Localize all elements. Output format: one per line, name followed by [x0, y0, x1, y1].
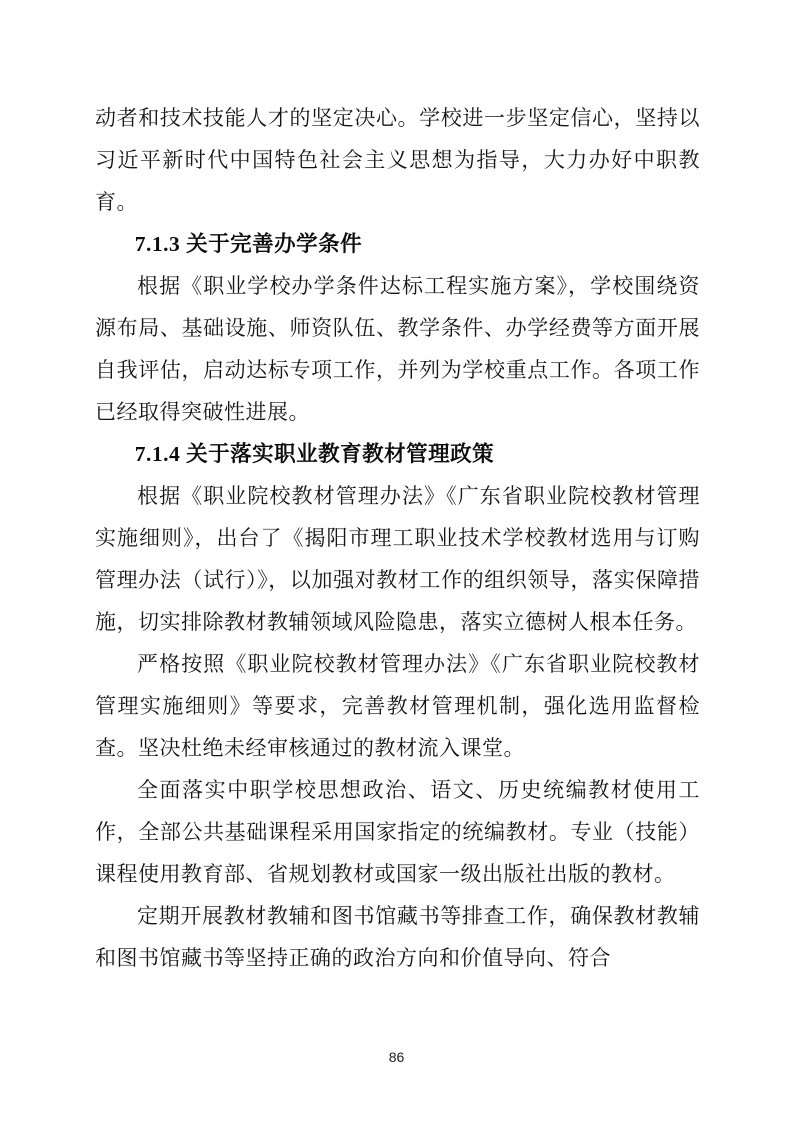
section-heading-7-1-4: 7.1.4 关于落实职业教育教材管理政策 — [134, 442, 495, 466]
body-paragraph: 定期开展教材教辅和图书馆藏书等排查工作，确保教材教辅和图书馆藏书等坚持正确的政治方向和价值导向、符合 — [95, 904, 700, 970]
body-paragraph: 根据《职业学校办学条件达标工程实施方案》，学校围绕资源布局、基础设施、师资队伍、教学条件、办学经费等方面开展自我评估，启动达标专项工作，并列为学校重点工作。各项工作已经取得突破性进展。 — [95, 274, 700, 424]
body-paragraph: 严格按照《职业院校教材管理办法》《广东省职业院校教材管理实施细则》等要求，完善教材管理机制，强化选用监督检查。坚决杜绝未经审核通过的教材流入课堂。 — [95, 652, 700, 760]
body-paragraph-continuation: 动者和技术技能人才的坚定决心。学校进一步坚定信心，坚持以习近平新时代中国特色社会主义思想为指导，大力办好中职教育。 — [95, 106, 700, 214]
section-heading-7-1-3: 7.1.3 关于完善办学条件 — [134, 232, 363, 256]
page-number: 86 — [388, 1049, 405, 1065]
body-paragraph: 根据《职业院校教材管理办法》《广东省职业院校教材管理实施细则》，出台了《揭阳市理工职业技术学校教材选用与订购管理办法（试行）》，以加强对教材工作的组织领导，落实保障措施，切实排除教材教辅领域风险隐患，落实立德树人根本任务。 — [95, 484, 700, 634]
body-paragraph: 全面落实中职学校思想政治、语文、历史统编教材使用工作，全部公共基础课程采用国家指定的统编教材。专业（技能）课程使用教育部、省规划教材或国家一级出版社出版的教材。 — [95, 778, 700, 886]
